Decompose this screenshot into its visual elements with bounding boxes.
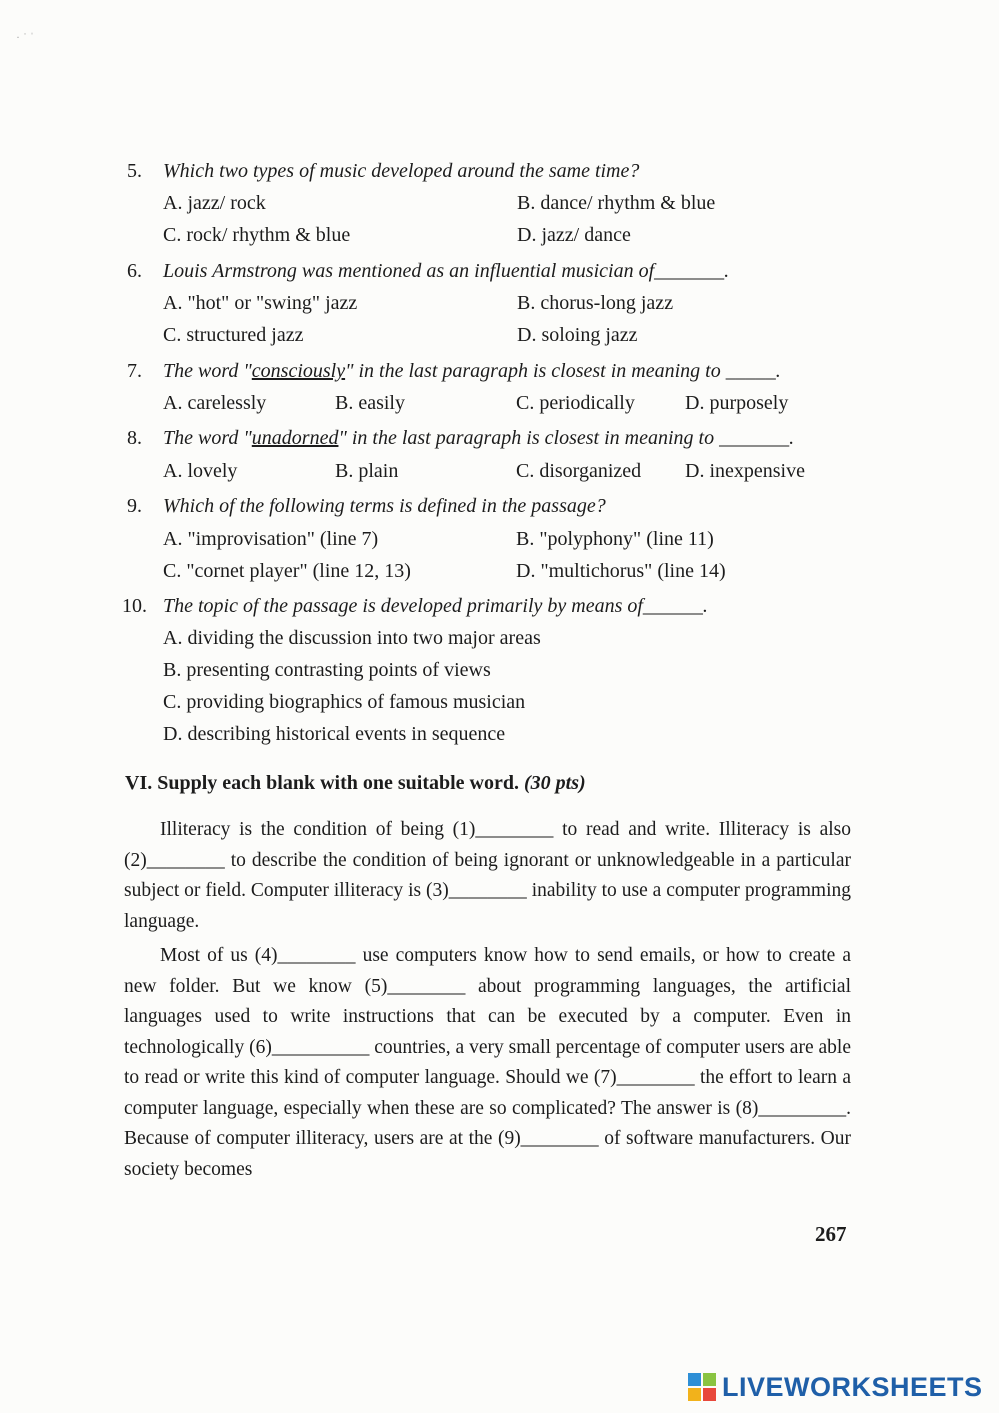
option-8c[interactable]: C. disorganized xyxy=(516,460,642,482)
liveworksheets-logo-icon xyxy=(688,1373,716,1401)
paragraph-text: Illiteracy is the condition of being (1)________ to read and write. Illiteracy is also (2)________ to describe the condition of being ignorant or unknowledgeable in a particular subject or field. Computer illiteracy is (3)________ inability to use a computer programming language. xyxy=(124,819,851,932)
question-number: 10. xyxy=(122,595,147,617)
option-10a[interactable]: A. dividing the discussion into two major areas xyxy=(163,627,541,649)
option-7b[interactable]: B. easily xyxy=(335,392,405,414)
option-10b[interactable]: B. presenting contrasting points of views xyxy=(163,659,491,681)
option-8a[interactable]: A. lovely xyxy=(163,460,238,482)
question-number: 7. xyxy=(127,360,142,382)
option-6d[interactable]: D. soloing jazz xyxy=(517,324,638,346)
question-number: 6. xyxy=(127,260,142,282)
target-word: unadorned xyxy=(251,427,339,449)
option-7a[interactable]: A. carelessly xyxy=(163,392,267,414)
question-text-post: " in the last paragraph is closest in meaning to _____. xyxy=(345,360,781,382)
question-text: Which two types of music developed around the same time? xyxy=(163,160,640,182)
brand-watermark xyxy=(688,1370,983,1404)
question-number: 9. xyxy=(127,495,142,517)
question-text: Which of the following terms is defined in the passage? xyxy=(163,495,606,517)
question-text: The topic of the passage is developed primarily by means of______. xyxy=(163,595,708,617)
paragraph-text: Most of us (4)________ use computers know how to send emails, or how to create a new folder. But we know (5)________ about programming languages, the artificial languages used to write instructions that can be executed by a computer. Even in technologically (6)__________ countries, a very small percentage of computer users are able to read or write this kind of computer language. Should we (7)________ the effort to learn a computer language, especially when these are so complicated? The answer is (8)_________. Because of computer illiteracy, users are at the (9)________ of software manufacturers. Our society becomes xyxy=(124,945,851,1180)
option-6a[interactable]: A. "hot" or "swing" jazz xyxy=(163,292,358,314)
question-text-pre: The word " xyxy=(163,427,252,449)
question-text xyxy=(163,427,794,450)
option-6c[interactable]: C. structured jazz xyxy=(163,324,304,346)
question-number: 8. xyxy=(127,427,142,449)
question-text: Louis Armstrong was mentioned as an influential musician of_______. xyxy=(163,260,730,282)
question-text-pre: The word " xyxy=(163,360,252,382)
target-word: consciously xyxy=(251,360,346,382)
option-10d[interactable]: D. describing historical events in sequence xyxy=(163,723,506,745)
option-10c[interactable]: C. providing biographics of famous musician xyxy=(163,691,526,713)
section-title xyxy=(125,772,586,795)
option-9a[interactable]: A. "improvisation" (line 7) xyxy=(163,528,379,550)
option-5b[interactable]: B. dance/ rhythm & blue xyxy=(517,192,716,214)
cloze-paragraph-2 xyxy=(124,941,851,1185)
section-title-text: VI. Supply each blank with one suitable word. xyxy=(125,772,519,794)
option-5c[interactable]: C. rock/ rhythm & blue xyxy=(163,224,351,246)
option-6b[interactable]: B. chorus-long jazz xyxy=(517,292,674,314)
section-points: (30 pts) xyxy=(523,772,586,794)
option-9c[interactable]: C. "cornet player" (line 12, 13) xyxy=(163,560,411,582)
option-9b[interactable]: B. "polyphony" (line 11) xyxy=(516,528,714,550)
page-number: 267 xyxy=(815,1222,847,1246)
option-7d[interactable]: D. purposely xyxy=(685,392,789,414)
scan-specks: · ˙ ˈ xyxy=(16,30,34,44)
option-7c[interactable]: C. periodically xyxy=(516,392,635,414)
brand-text: LIVEWORKSHEETS xyxy=(722,1371,983,1402)
option-9d[interactable]: D. "multichorus" (line 14) xyxy=(516,560,726,582)
option-8b[interactable]: B. plain xyxy=(335,460,399,482)
option-5d[interactable]: D. jazz/ dance xyxy=(517,224,631,246)
question-text-post: " in the last paragraph is closest in meaning to _______. xyxy=(338,427,795,449)
question-text xyxy=(163,360,781,383)
option-5a[interactable]: A. jazz/ rock xyxy=(163,192,266,214)
option-8d[interactable]: D. inexpensive xyxy=(685,460,805,482)
cloze-paragraph-1 xyxy=(124,815,851,937)
question-number: 5. xyxy=(127,160,142,182)
